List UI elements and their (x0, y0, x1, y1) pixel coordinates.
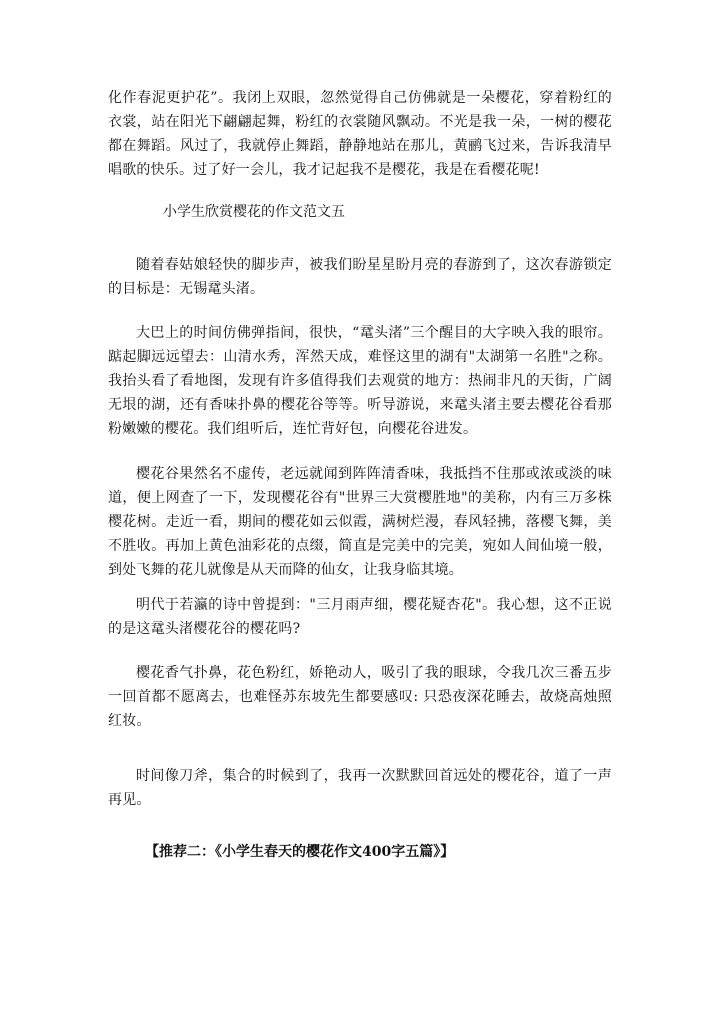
paragraph-intro: 随着春姑娘轻快的脚步声，被我们盼星星盼月亮的春游到了，这次春游锁定的目标是：无锡鼋头渚。 (108, 257, 612, 297)
paragraph-cherry-valley: 樱花谷果然名不虚传，老远就闻到阵阵清香味，我抵挡不住那或浓或淡的味道，便上网查了一下，发现樱花谷有"世界三大赏樱胜地"的美称，内有三万多株樱花树。走近一看，期间的樱花如云似霞，满树烂漫，春风轻拂，落樱飞舞，美不胜收。再加上黄色油彩花的点缀，简直是完美中的完美，宛如人间仙境一般，到处飞舞的花儿就像是从天而降的仙女，让我身临其境。 (108, 466, 612, 578)
paragraph-farewell: 时间像刀斧，集合的时候到了，我再一次默默回首远处的樱花谷，道了一声再见。 (108, 768, 612, 808)
recommendation-link[interactable]: 【推荐二：《小学生春天的樱花作文400字五篇》】 (145, 844, 455, 860)
paragraph-poem: 明代于若瀛的诗中曾提到："三月雨声细，樱花疑杏花"。我心想，这不正说的是这鼋头渚樱花谷的樱花吗? (108, 597, 612, 637)
paragraph-continuation: 化作春泥更护花”。我闭上双眼，忽然觉得自己仿佛就是一朵樱花，穿着粉红的衣裳，站在阳光下翩翩起舞，粉红的衣裳随风飘动。不光是我一朵，一树的樱花都在舞蹈。风过了，我就停止舞蹈，静静地站在那儿，黄鹂飞过来，告诉我清早唱歌的快乐。过了好一会儿，我才记起我不是樱花，我是在看樱花呢! (108, 90, 612, 178)
paragraph-fragrance: 樱花香气扑鼻，花色粉红，娇艳动人，吸引了我的眼球，令我几次三番五步一回首都不愿离去，也难怪苏东坡先生都要感叹: 只恐夜深花睡去，故烧高烛照红妆。 (108, 665, 612, 729)
section-heading: 小学生欣赏樱花的作文范文五 (163, 204, 345, 220)
paragraph-bus-arrival: 大巴上的时间仿佛弹指间，很快，“鼋头渚”三个醒目的大字映入我的眼帘。踮起脚远远望去：山清水秀，浑然天成，难怪这里的湖有"太湖第一名胜"之称。我抬头看了看地图，发现有许多值得我们去观赏的地方：热闹非凡的天街，广阔无垠的湖，还有香味扑鼻的樱花谷等等。听导游说，来鼋头渚主要去樱花谷看那粉嫩嫩的樱花。我们组听后，连忙背好包，向樱花谷进发。 (108, 325, 612, 437)
